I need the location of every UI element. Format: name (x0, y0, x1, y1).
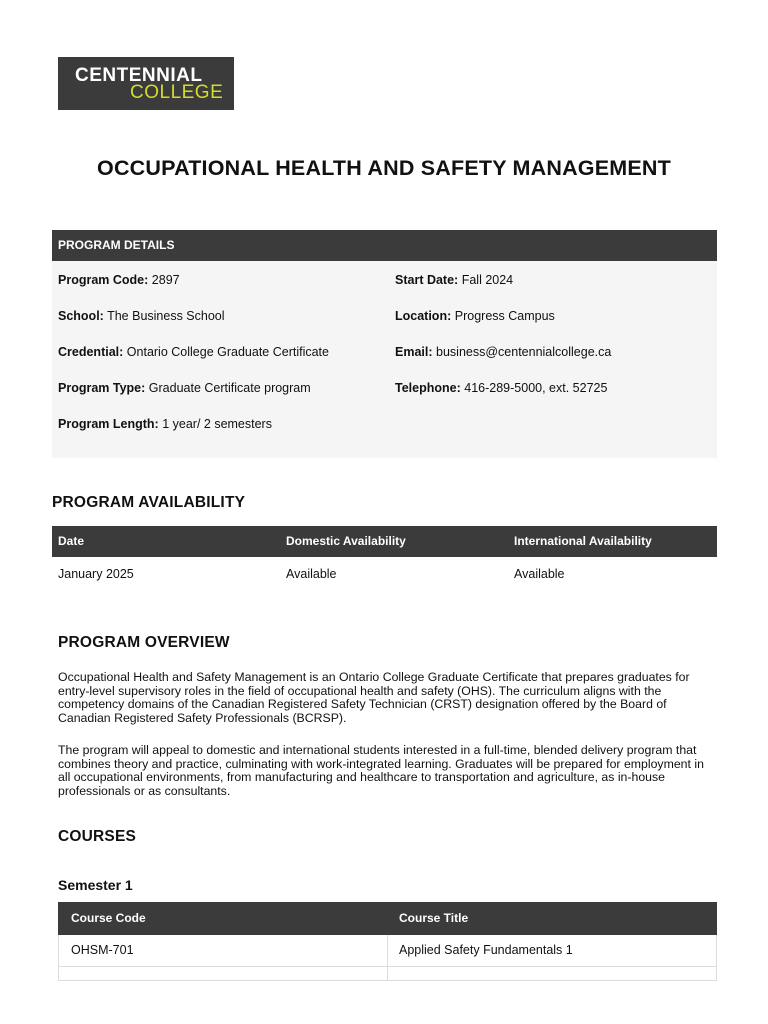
page-title: OCCUPATIONAL HEALTH AND SAFETY MANAGEMENT (97, 156, 671, 180)
overview-paragraph-2: The program will appeal to domestic and international students interested in a full-time, blended delivery program that combines theory and practice, culminating with work-integrated learning. Graduates will be prepared for employment in all occupational environments, from manufacturing and healthcare to transportation and agriculture, as in-house professionals or as consultants. (58, 743, 704, 798)
column-divider (387, 935, 388, 966)
courses-table-header (58, 902, 717, 935)
courses-heading: COURSES (58, 828, 137, 845)
table-row (58, 967, 717, 981)
column-header-domestic: Domestic Availability (286, 534, 406, 548)
column-header-course-title: Course Title (399, 911, 469, 925)
cell-course-code: OHSM-701 (71, 943, 134, 957)
email-link[interactable]: business@centennialcollege.ca (436, 345, 612, 359)
detail-credential: Credential: Ontario College Graduate Certificate (58, 345, 329, 359)
detail-start-date: Start Date: Fall 2024 (395, 273, 514, 287)
semester-heading: Semester 1 (58, 877, 133, 893)
availability-heading: PROGRAM AVAILABILITY (52, 494, 246, 511)
college-logo (58, 57, 234, 110)
overview-heading: PROGRAM OVERVIEW (58, 634, 230, 651)
column-header-date: Date (58, 534, 85, 548)
logo-line-1: CENTENNIAL (75, 64, 203, 86)
table-row (52, 557, 717, 591)
program-details-header: PROGRAM DETAILS (52, 230, 717, 261)
detail-telephone: Telephone: 416-289-5000, ext. 52725 (395, 381, 608, 395)
cell-date: January 2025 (58, 567, 134, 581)
column-header-course-code: Course Code (71, 911, 146, 925)
availability-table-header (52, 526, 717, 557)
cell-course-title: Applied Safety Fundamentals 1 (399, 943, 573, 957)
program-details-panel (52, 230, 717, 458)
detail-program-length: Program Length: 1 year/ 2 semesters (58, 417, 272, 431)
detail-program-type: Program Type: Graduate Certificate program (58, 381, 311, 395)
courses-table (58, 902, 717, 981)
column-divider (387, 967, 388, 980)
table-row (58, 935, 717, 967)
cell-international: Available (514, 567, 565, 581)
detail-school: School: The Business School (58, 309, 225, 323)
column-header-international: International Availability (514, 534, 652, 548)
overview-paragraph-1: Occupational Health and Safety Management is an Ontario College Graduate Certificate that prepares graduates for entry-level supervisory roles in the field of occupational health and safety (OHS). The curriculum aligns with the competency domains of the Canadian Registered Safety Technician (CRST) designation offered by the Board of Canadian Registered Safety Professionals (BCRSP). (58, 670, 690, 725)
detail-email: Email: business@centennialcollege.ca (395, 345, 612, 359)
availability-table (52, 526, 717, 591)
detail-program-code: Program Code: 2897 (58, 273, 180, 287)
detail-location: Location: Progress Campus (395, 309, 555, 323)
logo-line-2: COLLEGE (130, 81, 224, 103)
cell-domestic: Available (286, 567, 337, 581)
